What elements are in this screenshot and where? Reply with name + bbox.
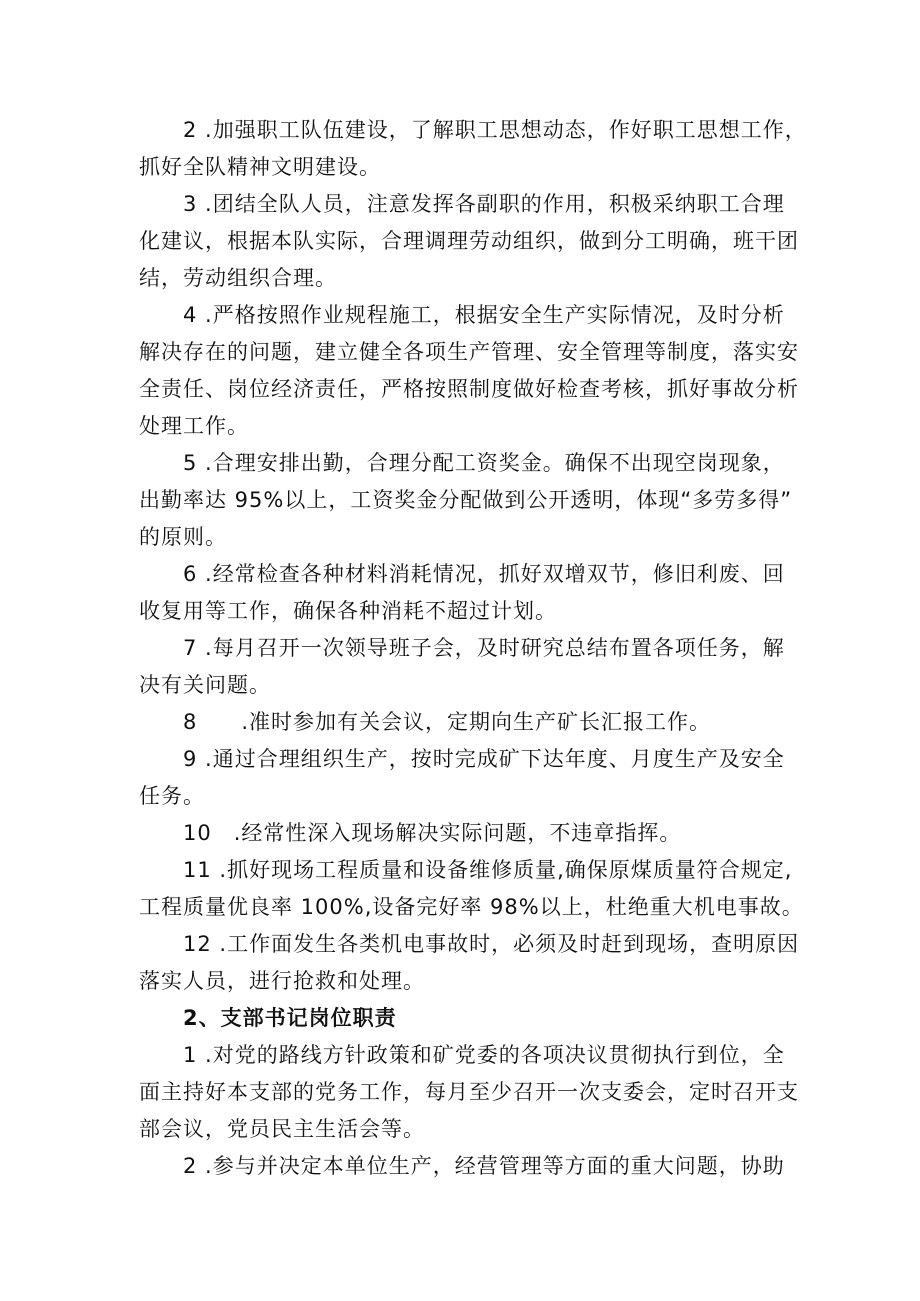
text-line: 的原则。	[139, 525, 227, 549]
duty-item-5	[139, 445, 793, 556]
text-line: 落实人员，进行抢救和处理。	[139, 969, 425, 993]
duty-item-3	[139, 186, 799, 297]
text-line: 任务。	[139, 784, 205, 808]
text-line: 化建议，根据本队实际，合理调理劳动组织，做到分工明确，班干团	[139, 229, 799, 253]
text-line: 10 .经常性深入现场解决实际问题，不违章指挥。	[183, 821, 682, 845]
text-line: 2 .加强职工队伍建设，了解职工思想动态，作好职工思想工作，	[183, 118, 807, 142]
text-line: 2 .参与并决定本单位生产，经营管理等方面的重大问题，协助	[183, 1154, 785, 1178]
text-line: 11 .抓好现场工程质量和设备维修质量,确保原煤质量符合规定,	[183, 858, 793, 882]
duty-item-11	[139, 852, 804, 926]
duty-item-9	[139, 741, 789, 815]
text-line: 出勤率达 95%以上，工资奖金分配做到公开透明，体现“多劳多得”	[139, 488, 793, 512]
text-line: 8 .准时参加有关会议，定期向生产矿长汇报工作。	[183, 710, 712, 734]
duty-item-12	[139, 926, 800, 1000]
text-line: 6 .经常检查各种材料消耗情况，抓好双增双节，修旧利废、回	[183, 562, 785, 586]
duty-item-8	[139, 704, 789, 741]
text-line: 3 .团结全队人员，注意发挥各副职的作用，积极采纳职工合理	[183, 192, 785, 216]
text-line: 9 .通过合理组织生产，按时完成矿下达年度、月度生产及安全	[183, 747, 785, 771]
text-line: 4 .严格按照作业规程施工，根据安全生产实际情况，及时分析	[183, 303, 785, 327]
duty-item-4	[139, 297, 799, 445]
text-line: 1 .对党的路线方针政策和矿党委的各项决议贯彻执行到位，全	[183, 1043, 785, 1067]
document-body	[139, 112, 807, 1185]
text-line: 解决存在的问题，建立健全各项生产管理、安全管理等制度，落实安	[139, 340, 799, 364]
text-line: 7 .每月召开一次领导班子会，及时研究总结布置各项任务，解	[183, 636, 785, 660]
secretary-duty-item-1	[139, 1037, 799, 1148]
duty-item-10	[139, 815, 789, 852]
secretary-duty-item-2	[139, 1148, 789, 1185]
duty-item-2	[139, 112, 807, 186]
text-line: 收复用等工作，确保各种消耗不超过计划。	[139, 599, 557, 623]
text-line: 处理工作。	[139, 414, 249, 438]
duty-item-7	[139, 630, 789, 704]
text-line: 12 .工作面发生各类机电事故时，必须及时赶到现场，查明原因	[183, 932, 800, 956]
text-line: 结，劳动组织合理。	[139, 266, 337, 290]
section-heading-text: 2、支部书记岗位职责	[183, 1006, 397, 1030]
text-line: 抓好全队精神文明建设。	[139, 155, 381, 179]
section-heading	[139, 1000, 789, 1037]
text-line: 面主持好本支部的党务工作，每月至少召开一次支委会，定时召开支	[139, 1080, 799, 1104]
text-line: 部会议，党员民主生活会等。	[139, 1117, 425, 1141]
text-line: 5 .合理安排出勤，合理分配工资奖金。确保不出现空岗现象，	[183, 451, 785, 475]
text-line: 决有关问题。	[139, 673, 271, 697]
duty-item-6	[139, 556, 789, 630]
text-line: 全责任、岗位经济责任，严格按照制度做好检查考核，抓好事故分析	[139, 377, 799, 401]
text-line: 工程质量优良率 100%,设备完好率 98%以上，杜绝重大机电事故。	[139, 895, 804, 919]
